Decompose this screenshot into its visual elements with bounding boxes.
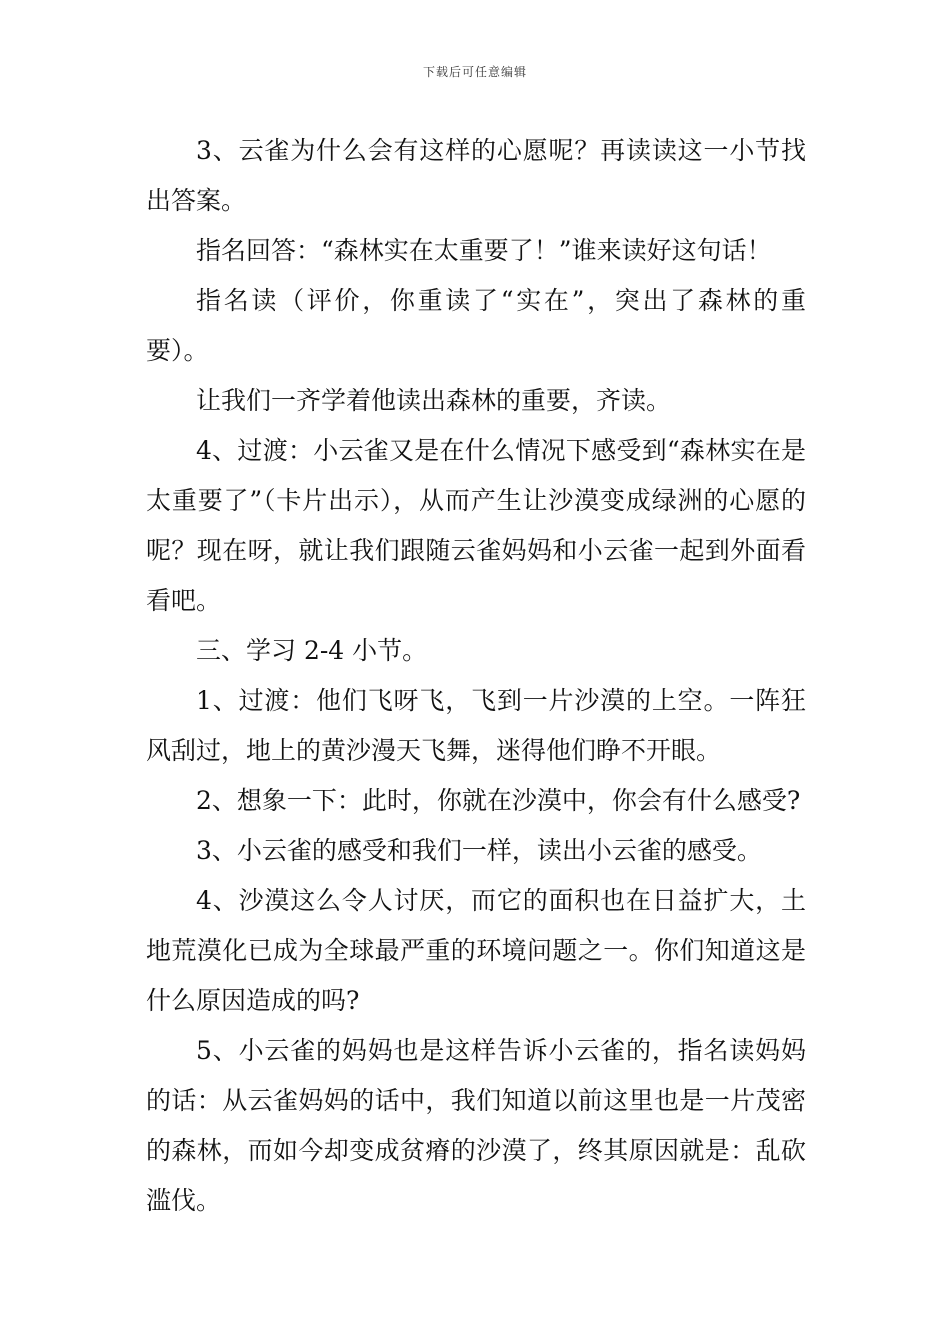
page-header: 下载后可任意编辑 [422,65,527,79]
paragraph-item-5: 5、小云雀的妈妈也是这样告诉小云雀的，指名读妈妈的话：从云雀妈妈的话中，我们知道以前这里也是一片茂密的森林，而如今却变成贫瘠的沙漠了，终其原因就是：乱砍滥伐。 [146,1036,806,1215]
paragraph-read-together: 让我们一齐学着他读出森林的重要，齐读。 [196,386,672,415]
paragraph-item-1: 1、过渡：他们飞呀飞，飞到一片沙漠的上空。一阵狂风刮过，地上的黄沙漫天飞舞，迷得他们睁不开眼。 [146,686,806,765]
paragraph-read-evaluate: 指名读（评价，你重读了“实在”，突出了森林的重要）。 [146,286,806,365]
document-body [146,126,806,1226]
paragraph-item-4: 4、沙漠这么令人讨厌，而它的面积也在日益扩大，土地荒漠化已成为全球最严重的环境问题之一。你们知道这是什么原因造成的吗? [146,886,806,1015]
paragraph-answer: 指名回答：“森林实在太重要了！”谁来读好这句话！ [196,236,772,265]
paragraph-transition: 4、过渡：小云雀又是在什么情况下感受到“森林实在是太重要了”（卡片出示），从而产生让沙漠变成绿洲的心愿的呢？现在呀，就让我们跟随云雀妈妈和小云雀一起到外面看看吧。 [146,436,806,615]
section-heading-three: 三、学习 2-4 小节。 [196,636,428,665]
paragraph-item-3: 3、小云雀的感受和我们一样，读出小云雀的感受。 [196,836,762,865]
paragraph-item-2: 2、想象一下：此时，你就在沙漠中，你会有什么感受? [196,786,801,815]
paragraph-q3-lark-wish: 3、云雀为什么会有这样的心愿呢？再读读这一小节找出答案。 [146,136,806,215]
